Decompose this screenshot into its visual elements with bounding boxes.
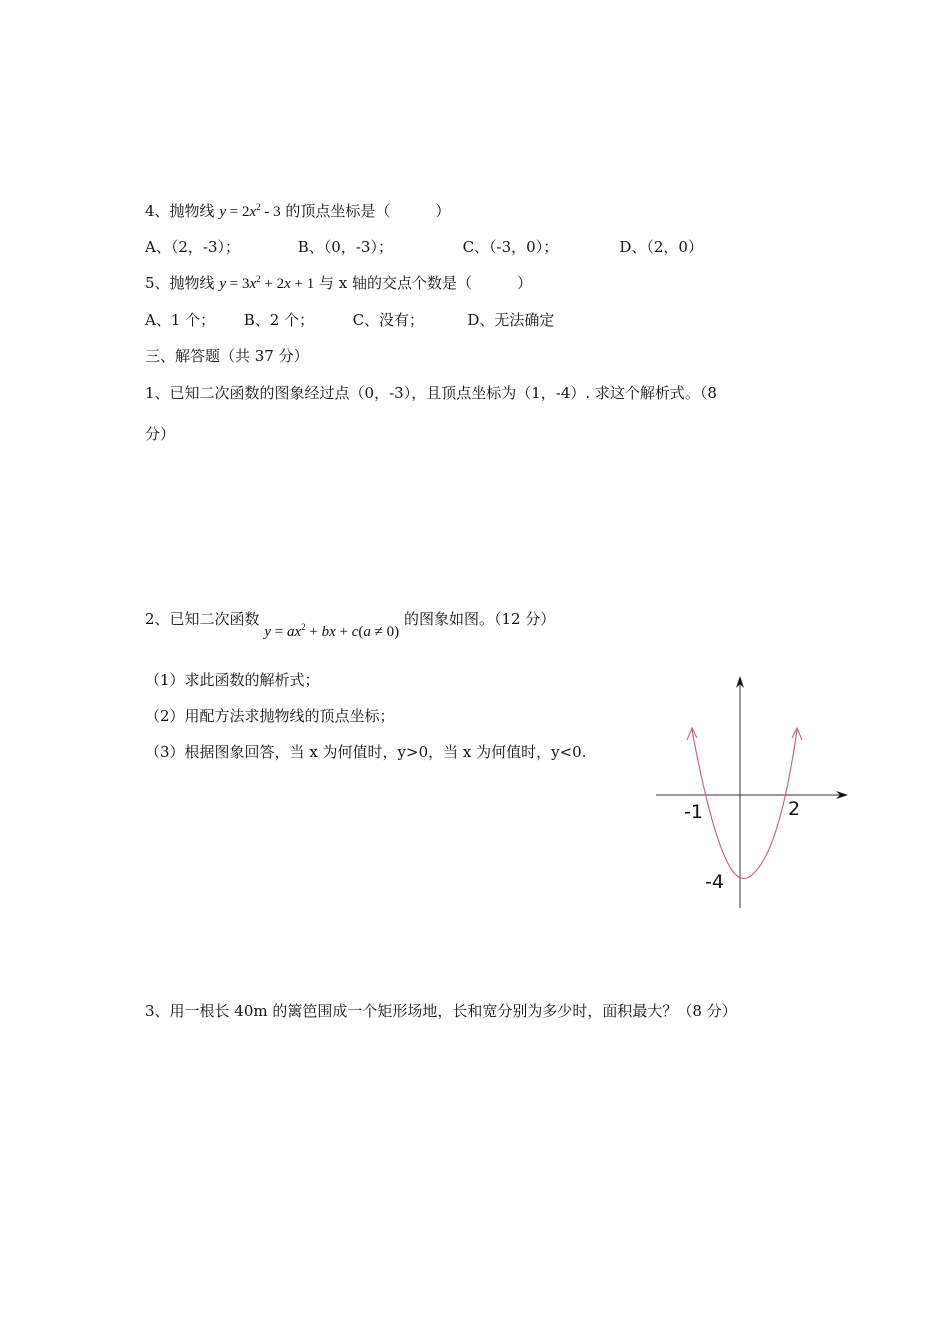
label-root-right: 2 [788, 798, 801, 820]
curve-arrow-left-icon [687, 728, 697, 740]
q4-prefix: 4、抛物线 [145, 202, 215, 220]
curve-arrow-right-icon [792, 728, 802, 740]
q4-option-d: D、（2，0） [619, 238, 703, 256]
section-3-heading: 三、解答题（共 37 分） [145, 347, 309, 365]
p2-suffix: 的图象如图。（12 分） [403, 610, 556, 628]
q4-option-a: A、（2，-3）； [145, 238, 240, 256]
parabola-graph [652, 668, 852, 913]
problem-2-sub-3: （3）根据图象回答，当 x 为何值时，y>0，当 x 为何值时，y<0. [145, 743, 587, 761]
q4-options [145, 237, 703, 257]
label-vertex: -4 [705, 871, 724, 893]
q5-option-d: D、无法确定 [467, 311, 555, 329]
question-4 [145, 201, 450, 222]
p2-prefix: 2、已知二次函数 [145, 610, 260, 628]
q5-option-b: B、2 个； [243, 311, 315, 329]
q5-formula: $y = 3x^2 + 2x + 1$ [219, 274, 315, 292]
q4-option-c: C、（-3，0）； [462, 238, 559, 256]
problem-2-sub-1: （1）求此函数的解析式； [145, 671, 320, 689]
parabola-curve [692, 730, 797, 879]
q5-prefix: 5、抛物线 [145, 274, 215, 292]
q5-option-c: C、没有； [352, 311, 425, 329]
q5-suffix: 与 x 轴的交点个数是（ ） [319, 274, 533, 292]
question-5 [145, 273, 532, 294]
p2-formula: $y = ax^2$ + bx + c(a ≠ 0) [264, 622, 400, 640]
problem-2 [145, 609, 556, 640]
problem-1-line-1: 1、已知二次函数的图象经过点（0，-3），且顶点坐标为（1，-4）. 求这个解析式。（8 [145, 384, 717, 402]
problem-3: 3、用一根长 40m 的篱笆围成一个矩形场地，长和宽分别为多少时，面积最大？（8 分） [145, 1002, 737, 1020]
label-root-left: -1 [684, 801, 703, 823]
q5-options [145, 310, 554, 330]
problem-1-line-2: 分） [145, 425, 176, 443]
q4-suffix: 的顶点坐标是（ ） [285, 202, 451, 220]
q4-option-b: B、（0，-3）； [297, 238, 393, 256]
q4-formula: $y = 2x^2 - 3$ [219, 202, 281, 220]
q5-option-a: A、1 个； [145, 311, 216, 329]
problem-2-sub-2: （2）用配方法求抛物线的顶点坐标； [145, 707, 395, 725]
